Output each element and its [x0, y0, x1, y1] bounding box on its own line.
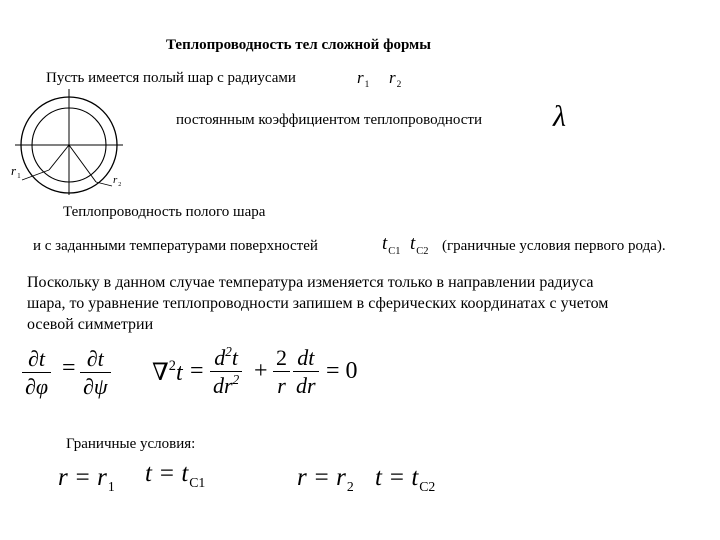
section-heading: Теплопроводность полого шара: [63, 204, 266, 220]
eq1-lhs-fraction: ∂t ∂φ: [22, 347, 51, 399]
radius-r1-line: [49, 145, 69, 170]
r2-leader: [96, 182, 112, 186]
eq2-laplacian: ∇$^2$t: [152, 357, 183, 386]
eq2-second-derivative: $d^2t$ $dr^2$: [210, 346, 242, 398]
diagram-label-r2: $r_2$: [113, 174, 122, 188]
boundary-kind-note: (граничные условия первого рода).: [442, 238, 666, 254]
eq2-equals: =: [190, 358, 204, 384]
eq1-rhs-fraction: ∂t ∂ψ: [80, 347, 111, 399]
paragraph-line: осевой симметрии: [27, 316, 154, 333]
eq2-plus: +: [254, 358, 268, 384]
bc-t-equals-tc2: $t = t_{C2}$: [375, 464, 436, 495]
bc-r-equals-r2: $r = r_2$: [297, 464, 354, 495]
page-title: Теплопроводность тел сложной формы: [166, 37, 431, 53]
eq1-equals: =: [62, 355, 76, 381]
temperature-tc2: $t_{C2}$: [410, 233, 429, 257]
paragraph: [27, 272, 608, 335]
radius-r1: $r_1$: [357, 68, 370, 91]
bc-r-equals-r1: $r = r_1$: [58, 464, 115, 495]
boundary-conditions-label: Граничные условия:: [66, 436, 196, 452]
radius-r2: $r_2$: [389, 68, 402, 91]
bc-t-equals-tc1: $t = t_{C1}$: [145, 460, 206, 491]
eq2-first-derivative: dt dr: [293, 346, 319, 398]
intro-text: Пусть имеется полый шар с радиусами: [46, 70, 296, 86]
diagram-label-r1: $r_1$: [11, 163, 21, 181]
lambda-symbol: λ: [553, 100, 566, 133]
paragraph-line: Поскольку в данном случае температура изменяется только в направлении радиуса: [27, 274, 594, 291]
hollow-sphere-diagram: [8, 85, 143, 195]
eq2-coefficient: 2 r: [273, 346, 290, 398]
paragraph-line: шара, то уравнение теплопроводности запишем в сферических координатах с учетом: [27, 295, 609, 312]
temperature-tc1: $t_{C1}$: [382, 233, 401, 257]
conductivity-text: постоянным коэффициентом теплопроводности: [176, 112, 482, 128]
surface-temperatures-text: и с заданными температурами поверхностей: [33, 238, 318, 254]
eq2-zero: = 0: [326, 358, 358, 384]
radius-r2-line: [69, 145, 96, 182]
